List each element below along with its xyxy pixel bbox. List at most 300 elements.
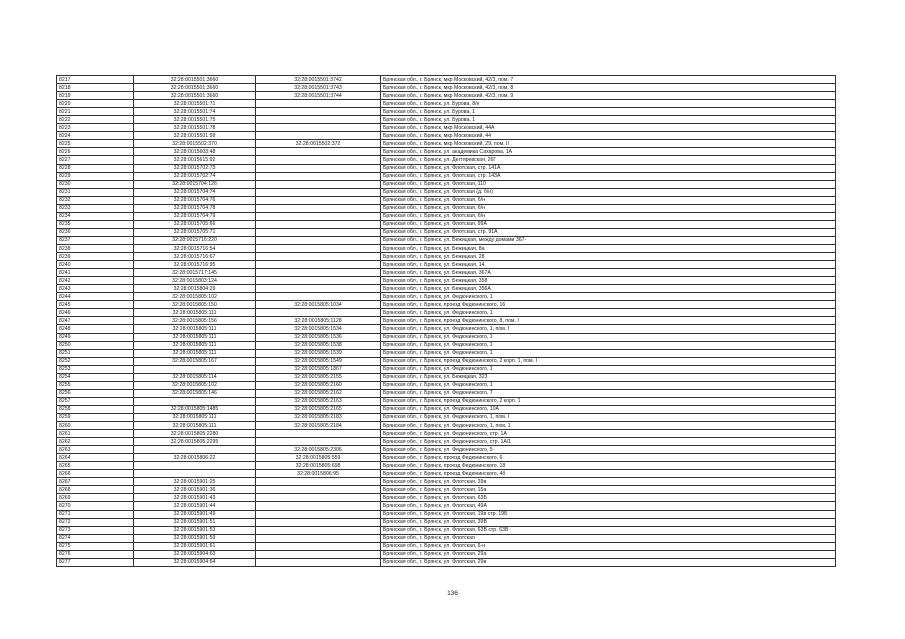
address-cell: Брянская обл., г. Брянск, проезд Федюнинского, 16 [381, 301, 836, 309]
row-number-cell: 8230 [57, 180, 134, 188]
row-number-cell: 8247 [57, 317, 134, 325]
table-row [57, 373, 836, 381]
row-number-cell: 8276 [57, 550, 134, 558]
address-cell: Брянская обл., г. Брянск, ул. Федюнинского, 1 [381, 365, 836, 373]
row-number-cell: 8222 [57, 116, 134, 124]
address-cell: Брянская обл., г. Брянск, ул. Флотская, стр. 143А [381, 172, 836, 180]
object-number-cell [256, 269, 381, 277]
row-number-cell: 8258 [57, 405, 134, 413]
object-number-cell [256, 204, 381, 212]
row-number-cell: 8273 [57, 526, 134, 534]
cadastral-number-cell [134, 397, 256, 405]
address-cell: Брянская обл., г. Брянск, ул. Федюнинского, 1 [381, 381, 836, 389]
address-cell: Брянская обл., г. Брянск, ул. Федюнинского, 1, пом. 1 [381, 422, 836, 430]
table-row [57, 236, 836, 244]
address-cell: Брянская обл., г. Брянск, проезд Федюнинского, 2 корп. 1 [381, 397, 836, 405]
address-cell: Брянская обл., г. Брянск, ул. Бурова, 8/н [381, 100, 836, 108]
row-number-cell: 8227 [57, 156, 134, 164]
table-row [57, 470, 836, 478]
object-number-cell [256, 236, 381, 244]
cadastral-number-cell: 32:28:0015805:111 [134, 309, 256, 317]
address-cell: Брянская обл., г. Брянск, проезд Федюнинского, 6 [381, 454, 836, 462]
address-cell: Брянская обл., г. Брянск, ул. Бурова, 1 [381, 108, 836, 116]
cadastral-number-cell: 32:28:0015705:66 [134, 220, 256, 228]
table-row [57, 446, 836, 454]
object-number-cell: 32:28:0015805:1867 [256, 365, 381, 373]
address-cell: Брянская обл., г. Брянск, ул. Федюнинского, 1 [381, 293, 836, 301]
table-row [57, 325, 836, 333]
cadastral-number-cell: 32:28:0015904:64 [134, 558, 256, 566]
address-cell: Брянская обл., г. Брянск, мкр Московский, 29, пом. II [381, 140, 836, 148]
table-row [57, 438, 836, 446]
object-number-cell [256, 180, 381, 188]
table-row [57, 212, 836, 220]
table-row [57, 196, 836, 204]
object-number-cell [256, 438, 381, 446]
cadastral-number-cell: 32:28:0015501:3660 [134, 76, 256, 84]
address-cell: Брянская обл., г. Брянск, ул. Федюнинского, 5 [381, 446, 836, 454]
object-number-cell: 32:28:0015501:3744 [256, 92, 381, 100]
cadastral-number-cell: 32:28:0015805:146 [134, 389, 256, 397]
object-number-cell [256, 277, 381, 285]
row-number-cell: 8263 [57, 446, 134, 454]
cadastral-number-cell: 32:28:0015901:51 [134, 518, 256, 526]
object-number-cell [256, 518, 381, 526]
object-number-cell [256, 164, 381, 172]
cadastral-number-cell: 32:28:0015904:63 [134, 550, 256, 558]
object-number-cell [256, 293, 381, 301]
address-cell: Брянская обл., г. Брянск, ул. Флотская, 99А [381, 220, 836, 228]
object-number-cell [256, 534, 381, 542]
table-row [57, 76, 836, 84]
address-cell: Брянская обл., г. Брянск, ул. Флотская, б/н [381, 212, 836, 220]
table-row [57, 550, 836, 558]
row-number-cell: 8229 [57, 172, 134, 180]
row-number-cell: 8217 [57, 76, 134, 84]
cadastral-number-cell: 32:28:0015805:111 [134, 333, 256, 341]
row-number-cell: 8243 [57, 285, 134, 293]
table-row [57, 293, 836, 301]
table-row [57, 422, 836, 430]
row-number-cell: 8246 [57, 309, 134, 317]
table-row [57, 494, 836, 502]
object-number-cell [256, 244, 381, 252]
row-number-cell: 8220 [57, 100, 134, 108]
address-cell: Брянская обл., г. Брянск, мкр Московский, 42/3, пом. 7 [381, 76, 836, 84]
address-cell: Брянская обл., г. Брянск, ул. Бурова, 1 [381, 116, 836, 124]
object-number-cell [256, 188, 381, 196]
row-number-cell: 8239 [57, 253, 134, 261]
cadastral-number-cell: 32:28:0015705:71 [134, 228, 256, 236]
row-number-cell: 8240 [57, 261, 134, 269]
address-cell: Брянская обл., г. Брянск, ул. Флотская, 29а [381, 550, 836, 558]
row-number-cell: 8254 [57, 373, 134, 381]
object-number-cell: 32:28:0015805:1034 [256, 301, 381, 309]
row-number-cell: 8252 [57, 357, 134, 365]
row-number-cell: 8264 [57, 454, 134, 462]
row-number-cell: 8238 [57, 244, 134, 252]
address-cell: Брянская обл., г. Брянск, ул. Флотская, 63Б [381, 494, 836, 502]
row-number-cell: 8271 [57, 510, 134, 518]
row-number-cell: 8256 [57, 389, 134, 397]
object-number-cell: 32:28:0015501:3742 [256, 76, 381, 84]
address-cell: Брянская обл., г. Брянск, ул. Флотская, 6-н [381, 542, 836, 550]
table-row [57, 518, 836, 526]
cadastral-number-cell: 32:28:0015502:370 [134, 140, 256, 148]
address-cell: Брянская обл., г. Брянск, ул. Бежицкая, 28 [381, 253, 836, 261]
cadastral-number-cell: 32:28:0015804:29 [134, 285, 256, 293]
page-number: 136 [447, 590, 458, 597]
table-row [57, 341, 836, 349]
row-number-cell: 8251 [57, 349, 134, 357]
row-number-cell: 8244 [57, 293, 134, 301]
cadastral-number-cell: 32:28:0015805:167 [134, 357, 256, 365]
row-number-cell: 8262 [57, 438, 134, 446]
row-number-cell: 8242 [57, 277, 134, 285]
table-row [57, 140, 836, 148]
row-number-cell: 8270 [57, 502, 134, 510]
cadastral-number-cell: 32:28:0015805:150 [134, 301, 256, 309]
address-cell: Брянская обл., г. Брянск, мкр Московский, 44А [381, 124, 836, 132]
table-row [57, 478, 836, 486]
cadastral-number-cell: 32:28:0015803:124 [134, 277, 256, 285]
cadastral-number-cell: 32:28:0015805:102 [134, 293, 256, 301]
address-cell: Брянская обл., г. Брянск, ул. Флотская, 63В стр. 63В [381, 526, 836, 534]
table-row [57, 228, 836, 236]
object-number-cell [256, 285, 381, 293]
object-number-cell: 32:28:0015805:2183 [256, 413, 381, 421]
object-number-cell: 32:28:0015805:559 [256, 454, 381, 462]
cadastral-number-cell: 32:28:0015805:2295 [134, 438, 256, 446]
cadastral-number-cell: 32:28:0015702:74 [134, 172, 256, 180]
table-row [57, 124, 836, 132]
row-number-cell: 8257 [57, 397, 134, 405]
row-number-cell: 8268 [57, 486, 134, 494]
table-row [57, 244, 836, 252]
object-number-cell: 32:28:0015805:2162 [256, 389, 381, 397]
object-number-cell [256, 502, 381, 510]
table-row [57, 405, 836, 413]
object-number-cell [256, 124, 381, 132]
object-number-cell: 32:28:0015805:2155 [256, 373, 381, 381]
object-number-cell [256, 156, 381, 164]
row-number-cell: 8255 [57, 381, 134, 389]
cadastral-number-cell: 32:28:0015805:111 [134, 325, 256, 333]
table-row [57, 413, 836, 421]
cadastral-number-cell: 32:28:0015717:145 [134, 269, 256, 277]
row-number-cell: 8274 [57, 534, 134, 542]
table-row [57, 510, 836, 518]
cadastral-number-cell: 32:28:0015702:73 [134, 164, 256, 172]
address-cell: Брянская обл., г. Брянск, ул. Флотская, б/н [381, 196, 836, 204]
object-number-cell [256, 100, 381, 108]
object-number-cell: 32:28:0015501:3743 [256, 84, 381, 92]
object-number-cell: 32:28:0015805:1549 [256, 357, 381, 365]
object-number-cell [256, 116, 381, 124]
table-row [57, 100, 836, 108]
address-cell: Брянская обл., г. Брянск, ул. Федюнинского, 1, пом. I [381, 325, 836, 333]
registry-table [56, 75, 836, 567]
object-number-cell [256, 309, 381, 317]
table-row [57, 430, 836, 438]
table-row [57, 277, 836, 285]
object-number-cell: 32:28:0015805:1536 [256, 333, 381, 341]
cadastral-number-cell: 32:28:0015704:79 [134, 212, 256, 220]
cadastral-number-cell: 32:28:0015615:92 [134, 156, 256, 164]
table-row [57, 261, 836, 269]
object-number-cell [256, 196, 381, 204]
cadastral-number-cell: 32:28:0015501:3660 [134, 84, 256, 92]
table-row [57, 172, 836, 180]
cadastral-number-cell: 32:28:0015805:156 [134, 317, 256, 325]
object-number-cell: 32:28:0015805:2163 [256, 397, 381, 405]
cadastral-number-cell: 32:28:0015704:76 [134, 196, 256, 204]
object-number-cell: 32:28:0015805:1539 [256, 349, 381, 357]
cadastral-number-cell: 32:28:0015806:22 [134, 454, 256, 462]
table-row [57, 301, 836, 309]
object-number-cell [256, 108, 381, 116]
row-number-cell: 8248 [57, 325, 134, 333]
address-cell: Брянская обл., г. Брянск, проезд Федюнинского, 2 корп. 1, пом. I [381, 357, 836, 365]
object-number-cell [256, 253, 381, 261]
address-cell: Брянская обл., г. Брянск, ул. Бежицкая, 356А [381, 285, 836, 293]
object-number-cell: 32:28:0015805:698 [256, 462, 381, 470]
registry-table-body [57, 76, 836, 567]
object-number-cell: 32:28:0015805:1128 [256, 317, 381, 325]
object-number-cell: 32:28:0015805:2160 [256, 381, 381, 389]
row-number-cell: 8267 [57, 478, 134, 486]
row-number-cell: 8236 [57, 228, 134, 236]
cadastral-number-cell: 32:28:0015603:48 [134, 148, 256, 156]
row-number-cell: 8223 [57, 124, 134, 132]
address-cell: Брянская обл., г. Брянск, ул. Федюнинского, 7 [381, 389, 836, 397]
row-number-cell: 8232 [57, 196, 134, 204]
address-cell: Брянская обл., г. Брянск, ул. Флотская, 15а [381, 486, 836, 494]
address-cell: Брянская обл., г. Брянск, ул. Флотская, стр. 141А [381, 164, 836, 172]
cadastral-number-cell: 32:28:0015716:95 [134, 261, 256, 269]
cadastral-number-cell: 32:28:0015716:67 [134, 253, 256, 261]
row-number-cell: 8277 [57, 558, 134, 566]
row-number-cell: 8219 [57, 92, 134, 100]
cadastral-number-cell: 32:28:0015901:43 [134, 494, 256, 502]
cadastral-number-cell: 32:28:0015704:78 [134, 204, 256, 212]
cadastral-number-cell: 32:28:0015501:99 [134, 132, 256, 140]
table-row [57, 92, 836, 100]
cadastral-number-cell: 32:28:0015805:111 [134, 413, 256, 421]
table-row [57, 164, 836, 172]
cadastral-number-cell [134, 446, 256, 454]
row-number-cell: 8249 [57, 333, 134, 341]
row-number-cell: 8253 [57, 365, 134, 373]
row-number-cell: 8265 [57, 462, 134, 470]
row-number-cell: 8228 [57, 164, 134, 172]
object-number-cell: 32:28:0015502:372 [256, 140, 381, 148]
object-number-cell [256, 212, 381, 220]
cadastral-number-cell: 32:28:0015501:74 [134, 108, 256, 116]
address-cell: Брянская обл., г. Брянск, ул. Бежицкая, 323 [381, 373, 836, 381]
row-number-cell: 8269 [57, 494, 134, 502]
address-cell: Брянская обл., г. Брянск, ул. Флотская, б/н [381, 204, 836, 212]
cadastral-number-cell [134, 470, 256, 478]
object-number-cell [256, 220, 381, 228]
object-number-cell [256, 542, 381, 550]
address-cell: Брянская обл., г. Брянск, ул. Бежицкая, 14 [381, 261, 836, 269]
row-number-cell: 8261 [57, 430, 134, 438]
table-row [57, 132, 836, 140]
table-row [57, 309, 836, 317]
cadastral-number-cell [134, 365, 256, 373]
table-row [57, 108, 836, 116]
table-row [57, 381, 836, 389]
object-number-cell: 32:28:0015805:2165 [256, 405, 381, 413]
cadastral-number-cell: 32:28:0015716:220 [134, 236, 256, 244]
table-row [57, 285, 836, 293]
table-row [57, 526, 836, 534]
row-number-cell: 8266 [57, 470, 134, 478]
address-cell: Брянская обл., г. Брянск, ул. Бежицкая, между домами 367- [381, 236, 836, 244]
table-row [57, 454, 836, 462]
object-number-cell [256, 430, 381, 438]
cadastral-number-cell: 32:28:0015901:25 [134, 478, 256, 486]
address-cell: Брянская обл., г. Брянск, мкр Московский, 44 [381, 132, 836, 140]
row-number-cell: 8234 [57, 212, 134, 220]
object-number-cell [256, 486, 381, 494]
table-row [57, 558, 836, 566]
object-number-cell [256, 510, 381, 518]
table-row [57, 148, 836, 156]
cadastral-number-cell: 32:28:0015805:111 [134, 341, 256, 349]
address-cell: Брянская обл., г. Брянск, ул. Федюнинского, 1 [381, 309, 836, 317]
cadastral-number-cell: 32:28:0015704:126 [134, 180, 256, 188]
cadastral-number-cell: 32:28:0015501:3660 [134, 92, 256, 100]
address-cell: Брянская обл., г. Брянск, ул. Федюнинского, 1 [381, 349, 836, 357]
table-row [57, 156, 836, 164]
address-cell: Брянская обл., г. Брянск, ул. Федюнинского, 1, пом. I [381, 413, 836, 421]
object-number-cell: 32:28:0015805:1538 [256, 341, 381, 349]
cadastral-number-cell: 32:28:0015716:54 [134, 244, 256, 252]
address-cell: Брянская обл., г. Брянск, ул. Флотская [381, 534, 836, 542]
cadastral-number-cell: 32:28:0015704:74 [134, 188, 256, 196]
object-number-cell [256, 550, 381, 558]
cadastral-number-cell [134, 462, 256, 470]
cadastral-number-cell: 32:28:0015901:53 [134, 526, 256, 534]
cadastral-number-cell: 32:28:0015805:111 [134, 422, 256, 430]
cadastral-number-cell: 32:28:0015805:102 [134, 381, 256, 389]
table-row [57, 365, 836, 373]
address-cell: Брянская обл., г. Брянск, ул. Федюнинского, 1 [381, 341, 836, 349]
table-row [57, 269, 836, 277]
cadastral-number-cell: 32:28:0015805:111 [134, 349, 256, 357]
cadastral-number-cell: 32:28:0015805:114 [134, 373, 256, 381]
row-number-cell: 8237 [57, 236, 134, 244]
address-cell: Брянская обл., г. Брянск, проезд Федюнинского, 18 [381, 462, 836, 470]
table-row [57, 389, 836, 397]
address-cell: Брянская обл., г. Брянск, ул. Федюнинского, 1 [381, 333, 836, 341]
row-number-cell: 8275 [57, 542, 134, 550]
table-row [57, 333, 836, 341]
address-cell: Брянская обл., г. Брянск, ул. академика Сахарова, 1А [381, 148, 836, 156]
address-cell: Брянская обл., г. Брянск, мкр Московский, 42/3, пом. 8 [381, 84, 836, 92]
row-number-cell: 8272 [57, 518, 134, 526]
object-number-cell [256, 526, 381, 534]
object-number-cell [256, 494, 381, 502]
row-number-cell: 8241 [57, 269, 134, 277]
address-cell: Брянская обл., г. Брянск, проезд Федюнинского, 4б [381, 470, 836, 478]
table-row [57, 253, 836, 261]
table-row [57, 188, 836, 196]
address-cell: Брянская обл., г. Брянск, ул. Флотская (д. б/н) [381, 188, 836, 196]
address-cell: Брянская обл., г. Брянск, ул. Флотская, 110 [381, 180, 836, 188]
address-cell: Брянская обл., г. Брянск, ул. Бежицкая, 367А [381, 269, 836, 277]
row-number-cell: 8250 [57, 341, 134, 349]
object-number-cell [256, 261, 381, 269]
table-row [57, 180, 836, 188]
object-number-cell: 32:28:0015805:1534 [256, 325, 381, 333]
table-row [57, 349, 836, 357]
address-cell: Брянская обл., г. Брянск, ул. Флотская, 19в стр. 19Б [381, 510, 836, 518]
row-number-cell: 8218 [57, 84, 134, 92]
cadastral-number-cell: 32:28:0015501:78 [134, 124, 256, 132]
cadastral-number-cell: 32:28:0015901:59 [134, 534, 256, 542]
table-row [57, 542, 836, 550]
object-number-cell [256, 558, 381, 566]
object-number-cell [256, 148, 381, 156]
object-number-cell [256, 478, 381, 486]
cadastral-number-cell: 32:28:0015901:44 [134, 502, 256, 510]
address-cell: Брянская обл., г. Брянск, ул. Бежицкая, 8а [381, 244, 836, 252]
object-number-cell: 32:28:0015805:2184 [256, 422, 381, 430]
cadastral-number-cell: 32:28:0015501:71 [134, 100, 256, 108]
table-row [57, 462, 836, 470]
address-cell: Брянская обл., г. Брянск, ул. Федюнинского, стр. 1А [381, 430, 836, 438]
row-number-cell: 8221 [57, 108, 134, 116]
cadastral-number-cell: 32:28:0015501:75 [134, 116, 256, 124]
object-number-cell: 32:28:0015806:95 [256, 470, 381, 478]
address-cell: Брянская обл., г. Брянск, ул. Бежицкая, 358 [381, 277, 836, 285]
address-cell: Брянская обл., г. Брянск, ул. Флотская, 29в [381, 558, 836, 566]
row-number-cell: 8226 [57, 148, 134, 156]
cadastral-number-cell: 32:28:0015805:1485 [134, 405, 256, 413]
row-number-cell: 8225 [57, 140, 134, 148]
table-row [57, 204, 836, 212]
address-cell: Брянская обл., г. Брянск, ул. Флотская, 39в [381, 478, 836, 486]
address-cell: Брянская обл., г. Брянск, ул. Флотская, 39В [381, 518, 836, 526]
row-number-cell: 8260 [57, 422, 134, 430]
row-number-cell: 8259 [57, 413, 134, 421]
address-cell: Брянская обл., г. Брянск, ул. Федюнинского, стр. 1А/1 [381, 438, 836, 446]
address-cell: Брянская обл., г. Брянск, ул. Флотская, стр. 91А [381, 228, 836, 236]
row-number-cell: 8245 [57, 301, 134, 309]
address-cell: Брянская обл., г. Брянск, мкр Московский, 42/3, пом. 9 [381, 92, 836, 100]
table-row [57, 357, 836, 365]
object-number-cell [256, 228, 381, 236]
object-number-cell [256, 132, 381, 140]
table-row [57, 317, 836, 325]
object-number-cell: 32:28:0015805:2306 [256, 446, 381, 454]
row-number-cell: 8233 [57, 204, 134, 212]
address-cell: Брянская обл., г. Брянск, ул. Дегтяревская, 26Г [381, 156, 836, 164]
address-cell: Брянская обл., г. Брянск, проезд Федюнинского, 8, пом. I [381, 317, 836, 325]
table-row [57, 220, 836, 228]
cadastral-number-cell: 32:28:0015901:61 [134, 542, 256, 550]
table-row [57, 84, 836, 92]
address-cell: Брянская обл., г. Брянск, ул. Федюнинского, 10А [381, 405, 836, 413]
cadastral-number-cell: 32:28:0015901:36 [134, 486, 256, 494]
table-row [57, 486, 836, 494]
table-row [57, 116, 836, 124]
table-row [57, 502, 836, 510]
cadastral-number-cell: 32:28:0015901:49 [134, 510, 256, 518]
